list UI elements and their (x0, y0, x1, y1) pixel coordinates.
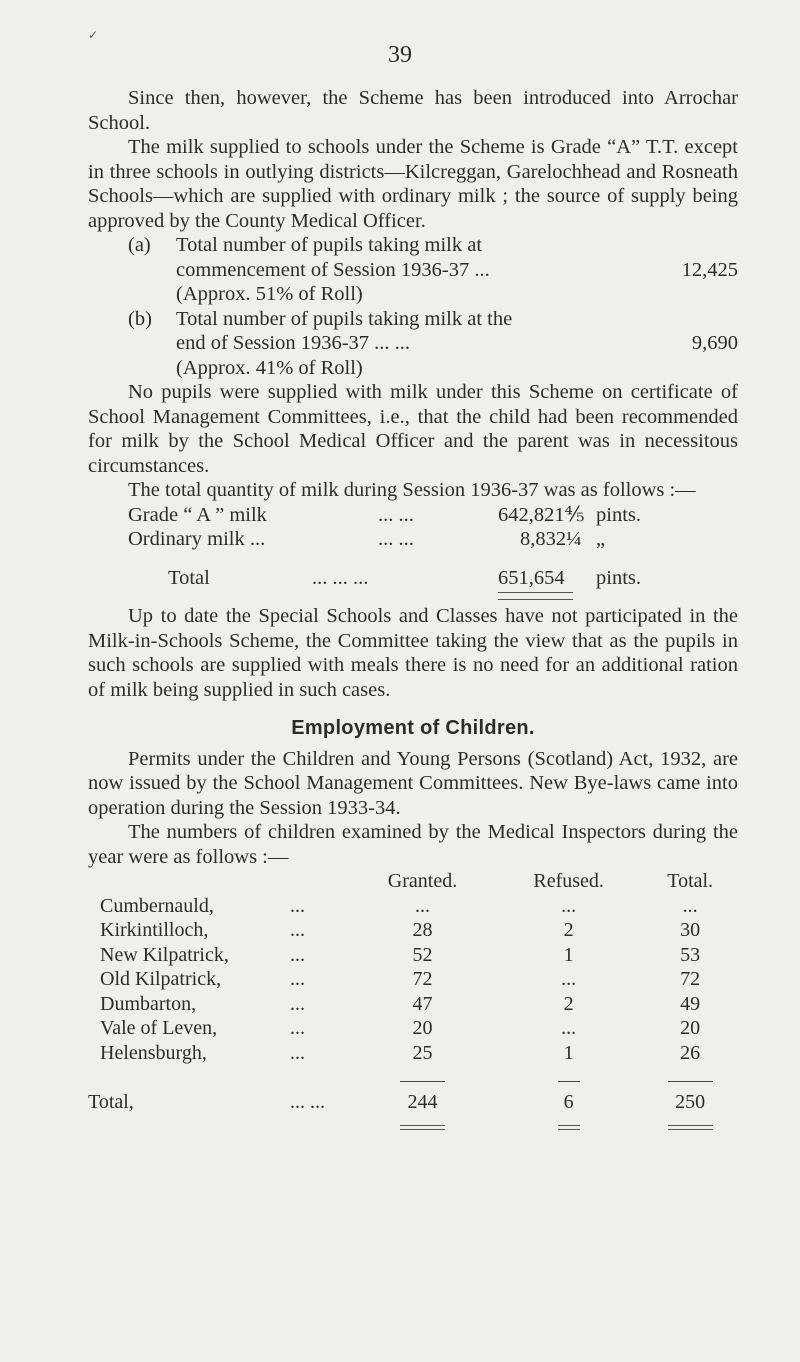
cell-refused: 2 (563, 919, 574, 941)
sum-rule (558, 1081, 580, 1082)
cell-total: ... (682, 894, 698, 917)
column-header-granted: Granted. (387, 870, 458, 892)
item-a-note: (Approx. 51% of Roll) (176, 283, 363, 305)
row-dots: ... (290, 943, 305, 966)
milk-total-unit: pints. (596, 566, 641, 589)
milk-total-dots: ... ... ... (312, 566, 369, 589)
total-total: 250 (675, 1090, 706, 1113)
double-rule (668, 1125, 713, 1130)
intro-paragraph: Since then, however, the Scheme has been introduced into Arrochar School. (88, 87, 738, 134)
cell-total: 49 (680, 992, 701, 1015)
milk-row-value: 8,832¼ (520, 528, 582, 550)
double-rule (498, 592, 573, 600)
total-label: Total, (88, 1090, 134, 1113)
milk-row-dots: ... ... (378, 503, 414, 526)
table-row (88, 1041, 738, 1066)
row-name: Kirkintilloch, (100, 919, 209, 941)
cell-granted: 25 (412, 1041, 433, 1064)
milk-row-unit: „ (596, 528, 606, 550)
table-row (88, 894, 738, 919)
cell-granted: 20 (412, 1017, 433, 1039)
cell-refused: ... (561, 1017, 577, 1039)
page-number: 39 (388, 42, 412, 68)
item-a-label: (a) (128, 234, 151, 256)
cell-granted: 72 (412, 968, 433, 990)
employment-table (88, 869, 738, 1139)
table-row (88, 918, 738, 943)
milk-total-label: Total (168, 566, 210, 589)
cell-total: 26 (680, 1041, 701, 1064)
milk-row-label: Grade “ A ” milk (128, 503, 267, 526)
cell-granted: 52 (412, 943, 433, 966)
row-dots: ... (290, 894, 305, 917)
sum-rule (400, 1081, 445, 1082)
item-b-label: (b) (128, 307, 152, 330)
column-header-total: Total. (667, 870, 714, 892)
sum-rule (668, 1081, 713, 1082)
quantity-paragraph: The total quantity of milk during Session 1936-37 was as follows :— (128, 479, 696, 501)
double-rule (558, 1125, 580, 1130)
table-row (88, 967, 738, 992)
item-b-value: 9,690 (691, 332, 738, 354)
milk-row-unit: pints. (596, 503, 641, 526)
row-dots: ... (290, 968, 305, 990)
table-row (88, 1016, 738, 1041)
total-refused: 6 (563, 1090, 574, 1113)
row-dots: ... (290, 919, 305, 941)
table-row (88, 943, 738, 968)
milk-paragraph: The milk supplied to schools under the Scheme is Grade “A” T.T. except in three schools in outlying districts—Kilcreggan, Garelochhead and Rosneath Schools—which are supplied with ordinary milk ; the source of supply being approved by the County Medical Officer. (88, 136, 738, 232)
cell-refused: 1 (563, 943, 574, 966)
milk-row-grade-a (88, 503, 738, 528)
milk-row-ordinary (88, 527, 738, 552)
cell-granted: ... (414, 894, 430, 917)
cell-refused: 2 (563, 992, 574, 1015)
cell-refused: 1 (563, 1041, 574, 1064)
item-a-value: 12,425 (681, 258, 738, 281)
special-schools-paragraph: Up to date the Special Schools and Classes have not participated in the Milk-in-Schools Scheme, the Committee taking the view that as the pupils in such schools are supplied with meals there is no need for an additional ration of milk being supplied in such cases. (88, 605, 738, 701)
cell-total: 20 (680, 1017, 701, 1039)
certificate-paragraph: No pupils were supplied with milk under this Scheme on certificate of School Management Committees, i.e., that the child had been recommended for milk by the School Medical Officer and the parent was in necessitous circumstances. (88, 381, 738, 477)
rule-row (88, 1065, 738, 1090)
row-name: Helensburgh, (100, 1041, 207, 1064)
cell-refused: ... (561, 894, 577, 917)
row-name: Old Kilpatrick, (100, 968, 222, 990)
row-name: New Kilpatrick, (100, 943, 229, 966)
row-name: Dumbarton, (100, 992, 197, 1015)
page-mark: ✓ (88, 28, 99, 42)
milk-row-value: 642,821⅘ (498, 503, 585, 526)
table-row (88, 992, 738, 1017)
row-dots: ... (290, 1041, 305, 1064)
double-rule (400, 1125, 445, 1130)
total-dots: ... ... (290, 1090, 325, 1113)
cell-total: 72 (680, 968, 701, 990)
item-b-line1: Total number of pupils taking milk at the (176, 307, 513, 330)
item-b-line2: end of Session 1936-37 ... ... (176, 332, 411, 354)
item-a (88, 233, 738, 307)
section-heading: Employment of Children. (291, 717, 535, 739)
item-a-line2: commencement of Session 1936-37 ... (176, 258, 490, 281)
double-rule-row (88, 1114, 738, 1139)
milk-row-dots: ... ... (378, 528, 414, 550)
row-dots: ... (290, 992, 305, 1015)
table-total-row (88, 1090, 738, 1115)
milk-total-value: 651,654 (498, 566, 565, 589)
cell-granted: 28 (412, 919, 433, 941)
total-granted: 244 (407, 1090, 438, 1113)
permits-paragraph: Permits under the Children and Young Persons (Scotland) Act, 1932, are now issued by the School Management Committees. New Bye-laws came into operation during the Session 1933-34. (88, 747, 738, 819)
item-b-note: (Approx. 41% of Roll) (176, 356, 363, 379)
milk-total-row (88, 566, 738, 591)
item-b (88, 307, 738, 381)
column-header-refused: Refused. (533, 870, 604, 892)
table-header (88, 869, 738, 894)
milk-row-label: Ordinary milk ... (128, 528, 266, 550)
cell-total: 30 (680, 919, 701, 941)
row-name: Cumbernauld, (100, 894, 214, 917)
body-text (88, 86, 738, 1139)
item-a-line1: Total number of pupils taking milk at (176, 234, 483, 256)
cell-granted: 47 (412, 992, 433, 1015)
numbers-paragraph: The numbers of children examined by the Medical Inspectors during the year were as follows :— (88, 821, 738, 868)
row-name: Vale of Leven, (100, 1017, 218, 1039)
row-dots: ... (290, 1017, 305, 1039)
cell-total: 53 (680, 943, 701, 966)
cell-refused: ... (561, 968, 577, 990)
